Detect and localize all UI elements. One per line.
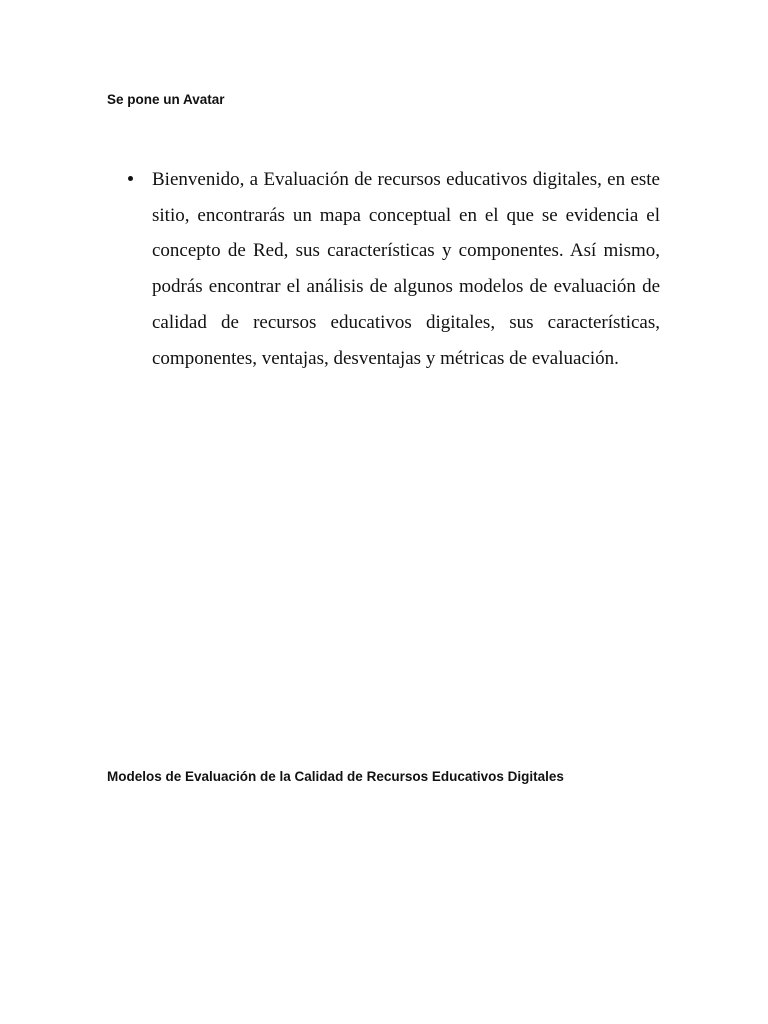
avatar-heading: Se pone un Avatar bbox=[107, 92, 225, 107]
models-section-heading: Modelos de Evaluación de la Calidad de Recursos Educativos Digitales bbox=[107, 769, 564, 784]
intro-paragraph-text: Bienvenido, a Evaluación de recursos educativos digitales, en este sitio, encontrarás un mapa conceptual en el que se evidencia el concepto de Red, sus características y componentes. Así mismo, podrás encontrar el análisis de algunos modelos de evaluación de calidad de recursos educativos digitales, sus características, componentes, ventajas, desventajas y métricas de evaluación. bbox=[152, 169, 660, 369]
intro-bullet-item bbox=[124, 162, 660, 376]
bullet-icon bbox=[128, 176, 133, 181]
intro-bullet-list bbox=[124, 162, 660, 376]
